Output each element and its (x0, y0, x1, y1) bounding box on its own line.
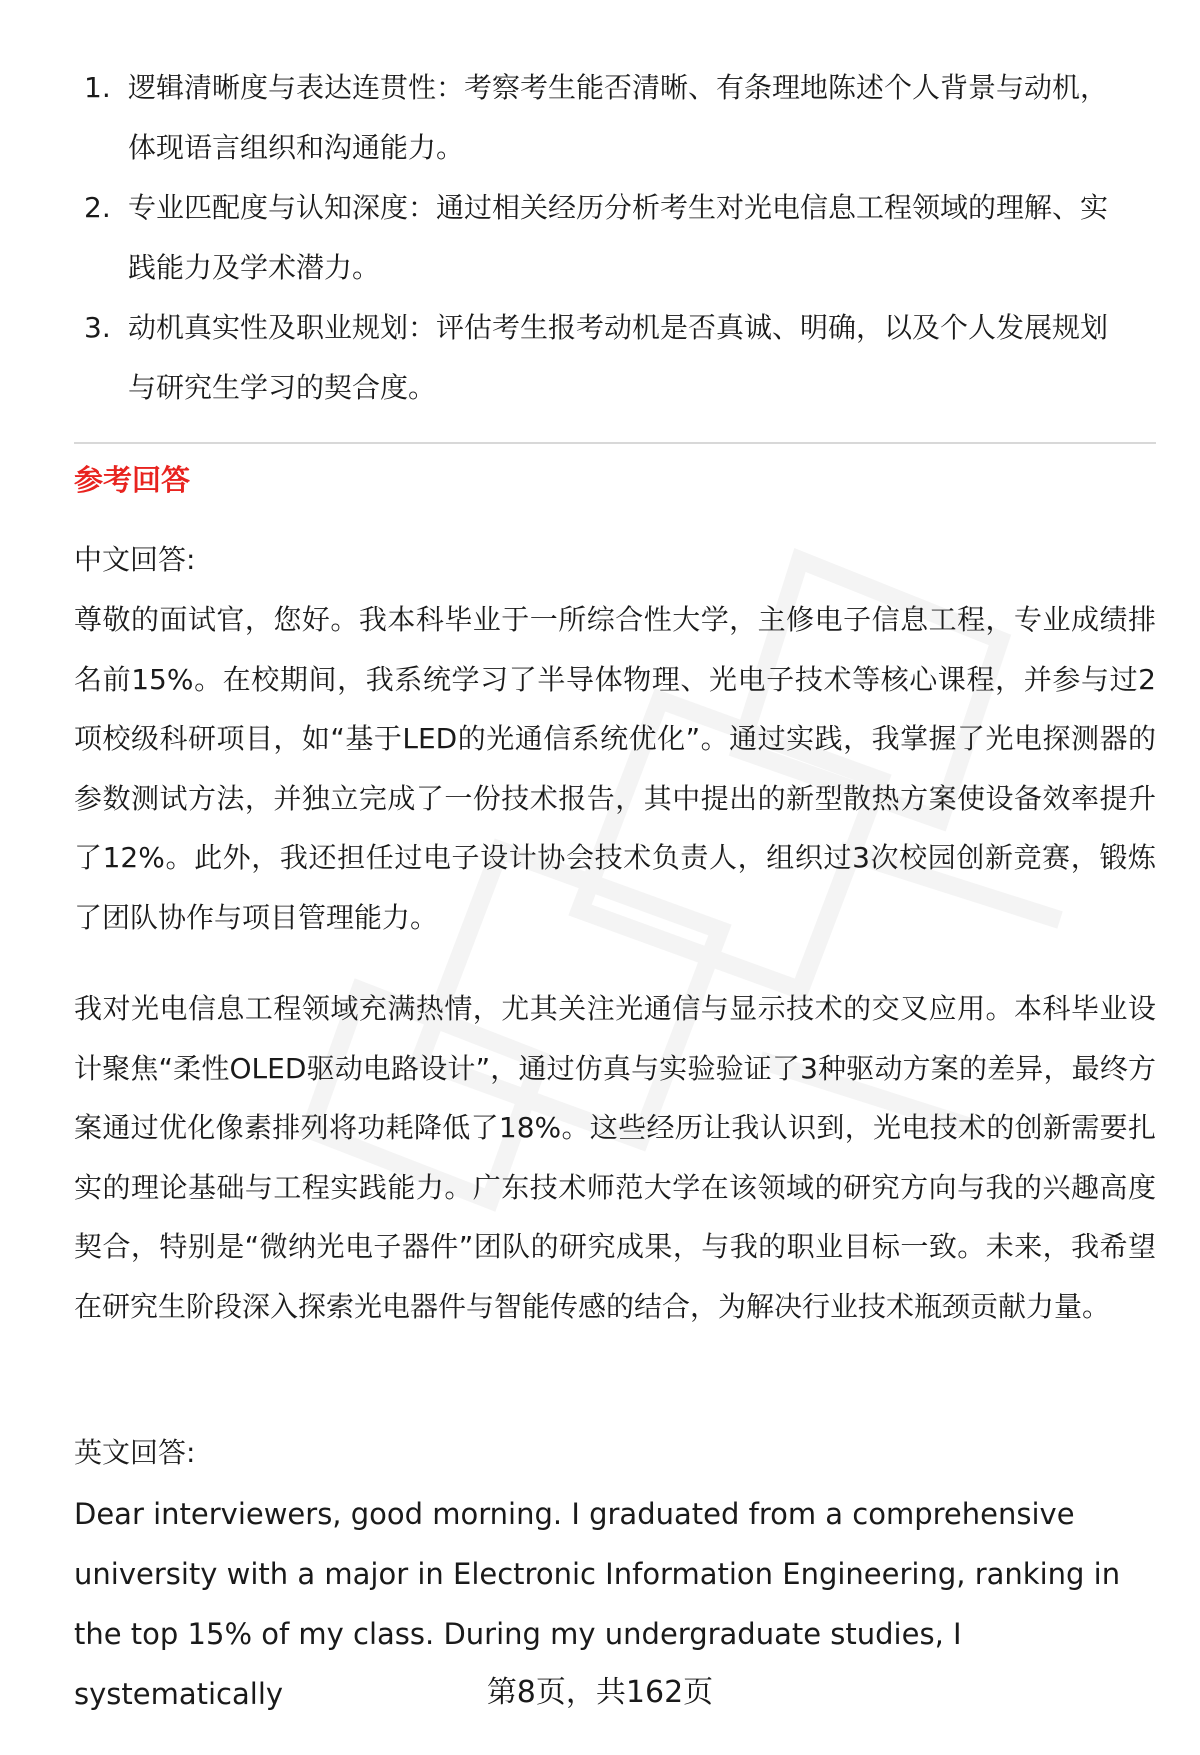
criteria-text: 专业匹配度与认知深度：通过相关经历分析考生对光电信息工程领域的理解、实践能力及学术潜力。 (128, 191, 1109, 284)
criteria-number: 1. (84, 71, 111, 104)
criteria-text: 动机真实性及职业规划：评估考生报考动机是否真诚、明确，以及个人发展规划与研究生学习的契合度。 (128, 311, 1109, 404)
chinese-paragraph-1: 尊敬的面试官，您好。我本科毕业于一所综合性大学，主修电子信息工程，专业成绩排名前15%。在校期间，我系统学习了半导体物理、光电子技术等核心课程，并参与过2项校级科研项目，如“基于LED的光通信系统优化”。通过实践，我掌握了光电探测器的参数测试方法，并独立完成了一份技术报告，其中提出的新型散热方案使设备效率提升了12%。此外，我还担任过电子设计协会技术负责人，组织过3次校园创新竞赛，锻炼了团队协作与项目管理能力。 (74, 603, 1156, 934)
criteria-item-1 (84, 58, 1134, 178)
criteria-item-3 (84, 298, 1134, 418)
criteria-item-2 (84, 178, 1134, 298)
criteria-number: 2. (84, 191, 111, 224)
english-paragraph: Dear interviewers, good morning. I graduated from a comprehensive university with a major in Electronic Information Engineering, ranking in the top 15% of my class. During my undergraduate studies, I systematically (74, 1497, 1121, 1711)
page-footer: 第8页，共162页 (486, 1675, 714, 1710)
criteria-text: 逻辑清晰度与表达连贯性：考察考生能否清晰、有条理地陈述个人背景与动机，体现语言组织和沟通能力。 (128, 71, 1109, 164)
section-title: 参考回答 (74, 463, 191, 497)
section-divider (74, 442, 1156, 444)
criteria-number: 3. (84, 311, 111, 344)
chinese-answer-label: 中文回答: (74, 543, 196, 576)
evaluation-criteria-list (84, 58, 1134, 418)
chinese-paragraph-2: 我对光电信息工程领域充满热情，尤其关注光通信与显示技术的交叉应用。本科毕业设计聚焦“柔性OLED驱动电路设计”，通过仿真与实验验证了3种驱动方案的差异，最终方案通过优化像素排列将功耗降低了18%。这些经历让我认识到，光电技术的创新需要扎实的理论基础与工程实践能力。广东技术师范大学在该领域的研究方向与我的兴趣高度契合，特别是“微纳光电子器件”团队的研究成果，与我的职业目标一致。未来，我希望在研究生阶段深入探索光电器件与智能传感的结合，为解决行业技术瓶颈贡献力量。 (74, 992, 1156, 1323)
english-answer-label: 英文回答: (74, 1436, 196, 1469)
